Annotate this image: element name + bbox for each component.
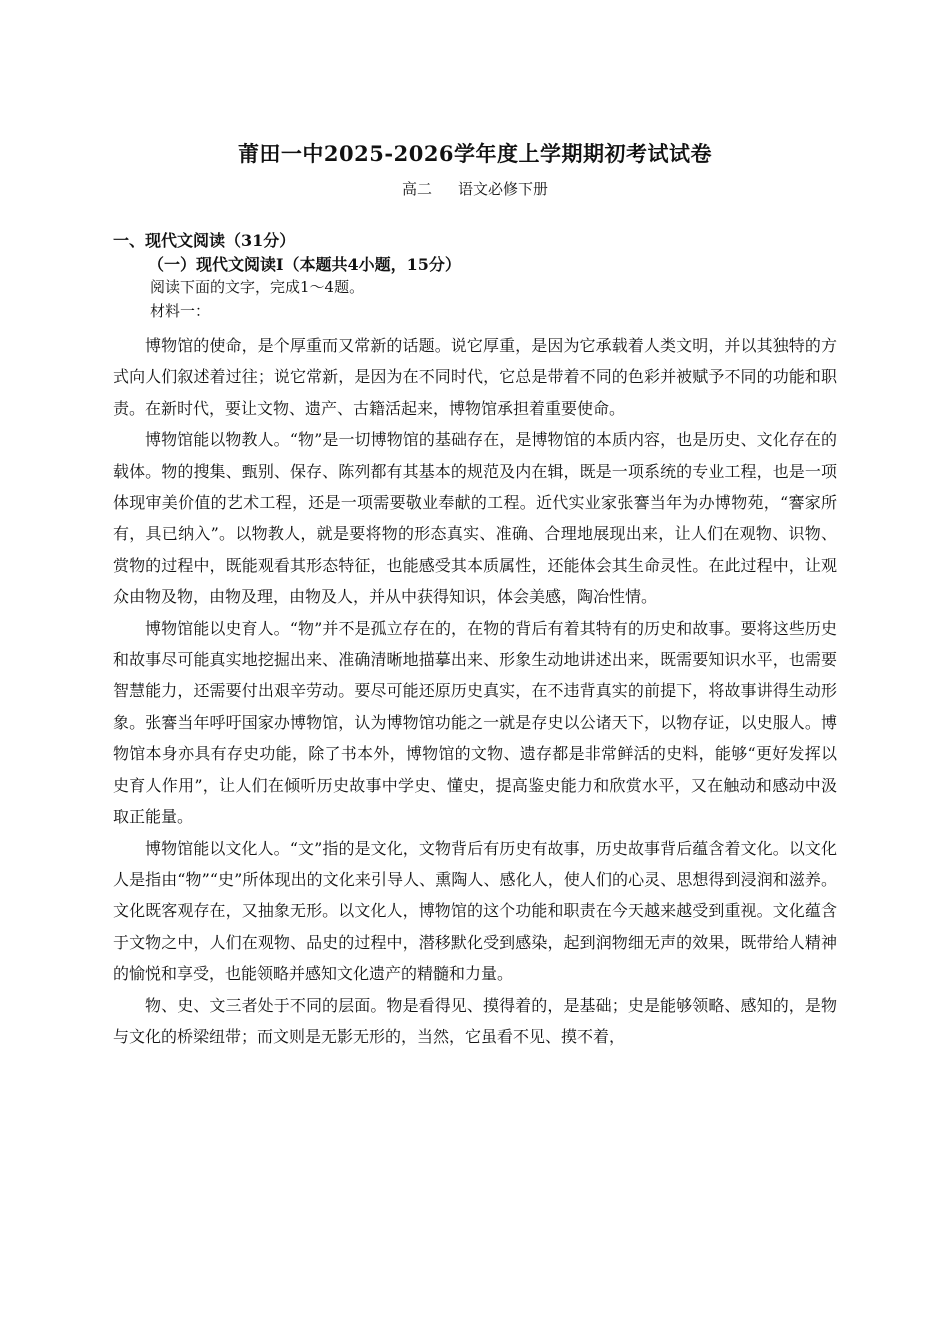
paragraph: 博物馆能以物教人。“物”是一切博物馆的基础存在，是博物馆的本质内容，也是历史、文化存在的载体。物的搜集、甄别、保存、陈列都有其基本的规范及内在辑，既是一项系统的专业工程，也是一项体现审美价值的艺术工程，还是一项需要敬业奉献的工程。近代实业家张謇当年为办博物苑，“謇家所有，具已纳入”。以物教人，就是要将物的形态真实、准确、合理地展现出来，让人们在观物、识物、赏物的过程中，既能观看其形态特征，也能感受其本质属性，还能体会其生命灵性。在此过程中，让观众由物及物，由物及理，由物及人，并从中获得知识，体会美感，陶冶性情。 — [113, 430, 837, 607]
exam-title: 莆田一中2025-2026学年度上学期期初考试试卷 — [237, 141, 713, 166]
paragraph: 博物馆的使命，是个厚重而又常新的话题。说它厚重，是因为它承载着人类文明，并以其独特的方式向人们叙述着过往；说它常新，是因为在不同时代，它总是带着不同的色彩并被赋予不同的功能和职责。在新时代，要让文物、遗产、古籍活起来，博物馆承担着重要使命。 — [113, 336, 837, 418]
exam-subtitle — [0, 178, 950, 199]
paragraph: 物、史、文三者处于不同的层面。物是看得见、摸得着的，是基础；史是能够领略、感知的，是物与文化的桥梁纽带；而文则是无影无形的，当然，它虽看不见、摸不着， — [113, 995, 837, 1046]
subject-label: 语文必修下册 — [458, 180, 549, 198]
paragraph: 博物馆能以史育人。“物”并不是孤立存在的，在物的背后有着其特有的历史和故事。要将这些历史和故事尽可能真实地挖掘出来、准确清晰地描摹出来、形象生动地讲述出来，既需要知识水平，也需要智慧能力，还需要付出艰辛劳动。要尽可能还原历史真实，在不违背真实的前提下，将故事讲得生动形象。张謇当年呼吁国家办博物馆，认为博物馆功能之一就是存史以公诸天下，以物存证，以史服人。博物馆本身亦具有存史功能，除了书本外，博物馆的文物、遗存都是非常鲜活的史料，能够“更好发挥以史育人作用”，让人们在倾听历史故事中学史、懂史，提高鉴史能力和欣赏水平，又在触动和感动中汲取正能量。 — [113, 618, 837, 827]
grade-label: 高二 — [401, 180, 432, 198]
reading-instruction: 阅读下面的文字，完成1～4题。 — [150, 278, 365, 296]
paragraph: 博物馆能以文化人。“文”指的是文化，文物背后有历史有故事，历史故事背后蕴含着文化。以文化人是指由“物”“史”所体现出的文化来引导人、熏陶人、感化人，使人们的心灵、思想得到浸润和滋养。文化既客观存在，又抽象无形。以文化人，博物馆的这个功能和职责在今天越来越受到重视。文化蕴含于文物之中，人们在观物、品史的过程中，潜移默化受到感染，起到润物细无声的效果，既带给人精神的愉悦和享受，也能领略并感知文化遗产的精髓和力量。 — [113, 838, 837, 984]
section-heading: 一、现代文阅读（31分） — [113, 231, 296, 250]
subsection-heading: （一）现代文阅读Ⅰ（本题共4小题，15分） — [148, 255, 461, 274]
material-label: 材料一： — [150, 302, 211, 320]
passage-body — [113, 330, 837, 1052]
